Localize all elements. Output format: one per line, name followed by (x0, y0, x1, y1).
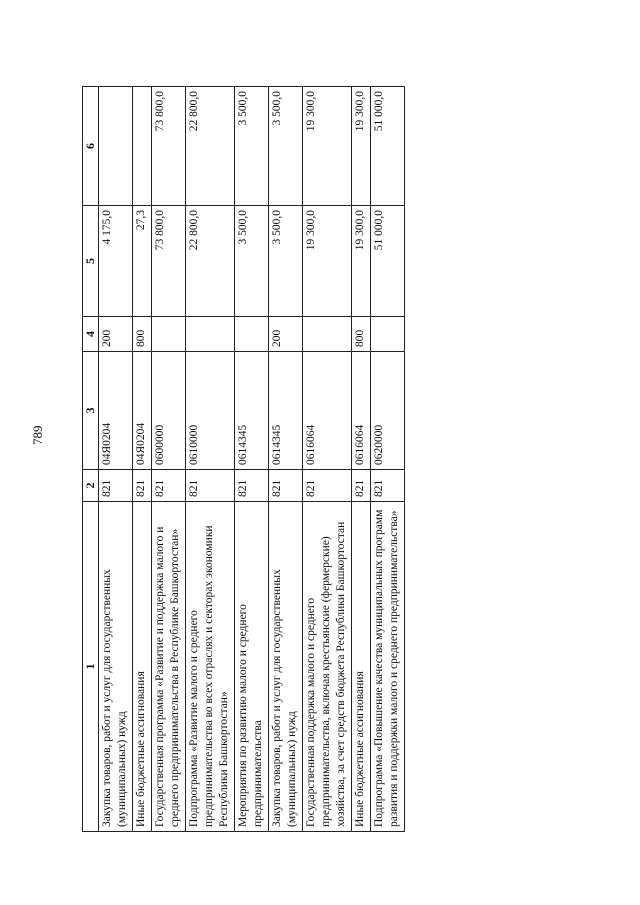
row-code: 821 (152, 470, 186, 502)
row-target: 0616064 (303, 352, 352, 470)
row-program: 3 500,0 (269, 87, 303, 206)
row-type: 800 (133, 317, 152, 352)
row-amount: 19 300,0 (303, 206, 352, 317)
row-target: 0600000 (152, 352, 186, 470)
header-cell-5: 5 (83, 206, 99, 317)
row-type (303, 317, 352, 352)
row-target: 0610000 (186, 352, 235, 470)
row-type (152, 317, 186, 352)
page-number: 789 (30, 425, 45, 445)
row-type (371, 317, 405, 352)
table-row (133, 87, 152, 832)
row-code: 821 (303, 470, 352, 502)
row-code: 821 (235, 470, 269, 502)
row-type: 200 (99, 317, 133, 352)
table-row (371, 87, 405, 832)
header-cell-1: 1 (83, 502, 99, 832)
row-amount: 51 000,0 (371, 206, 405, 317)
row-code: 821 (352, 470, 371, 502)
row-name: Государственная программа «Развитие и поддержка малого и среднего предпринимательства в Республике Башкортостан» (152, 502, 186, 832)
row-name: Закупка товаров, работ и услуг для государственных (муниципальных) нужд (269, 502, 303, 832)
row-code: 821 (186, 470, 235, 502)
table-row (186, 87, 235, 832)
row-name: Подпрограмма «Повышение качества муниципальных программ развития и поддержки малого и среднего предпринимательства» (371, 502, 405, 832)
row-amount: 3 500,0 (235, 206, 269, 317)
row-program: 19 300,0 (303, 87, 352, 206)
budget-table-container (82, 87, 405, 832)
row-type (235, 317, 269, 352)
row-program: 51 000,0 (371, 87, 405, 206)
row-name: Иные бюджетные ассигнования (352, 502, 371, 832)
row-program: 22 800,0 (186, 87, 235, 206)
row-target: 0614345 (235, 352, 269, 470)
table-row (352, 87, 371, 832)
row-program (133, 87, 152, 206)
row-amount: 27,3 (133, 206, 152, 317)
row-target: 0620000 (371, 352, 405, 470)
header-cell-4: 4 (83, 317, 99, 352)
row-type (186, 317, 235, 352)
row-type: 800 (352, 317, 371, 352)
row-target: 0614345 (269, 352, 303, 470)
table-row (303, 87, 352, 832)
row-target: 04Я0204 (99, 352, 133, 470)
table-row (152, 87, 186, 832)
header-row (83, 87, 99, 832)
header-cell-6: 6 (83, 87, 99, 206)
header-cell-2: 2 (83, 470, 99, 502)
row-program: 19 300,0 (352, 87, 371, 206)
table-row (99, 87, 133, 832)
row-amount: 3 500,0 (269, 206, 303, 317)
row-target: 0616064 (352, 352, 371, 470)
row-program: 73 800,0 (152, 87, 186, 206)
row-code: 821 (269, 470, 303, 502)
row-name: Подпрограмма «Развитие малого и среднего предпринимательства во всех отраслях и секторах экономики Республики Башкортостан» (186, 502, 235, 832)
row-name: Иные бюджетные ассигнования (133, 502, 152, 832)
row-name: Закупка товаров, работ и услуг для государственных (муниципальных) нужд (99, 502, 133, 832)
row-name: Государственная поддержка малого и среднего предпринимательства, включая крестьянские (фермерские) хозяйства, за счет средств бюджета Республики Башкортостан (303, 502, 352, 832)
row-amount: 22 800,0 (186, 206, 235, 317)
table-row (235, 87, 269, 832)
row-name: Мероприятия по развитию малого и среднего предпринимательства (235, 502, 269, 832)
row-code: 821 (133, 470, 152, 502)
table-row (269, 87, 303, 832)
row-code: 821 (371, 470, 405, 502)
row-type: 200 (269, 317, 303, 352)
row-program: 3 500,0 (235, 87, 269, 206)
row-amount: 73 800,0 (152, 206, 186, 317)
row-program (99, 87, 133, 206)
row-amount: 4 175,0 (99, 206, 133, 317)
header-cell-3: 3 (83, 352, 99, 470)
row-amount: 19 300,0 (352, 206, 371, 317)
row-code: 821 (99, 470, 133, 502)
row-target: 04Я0204 (133, 352, 152, 470)
budget-table (82, 86, 405, 832)
